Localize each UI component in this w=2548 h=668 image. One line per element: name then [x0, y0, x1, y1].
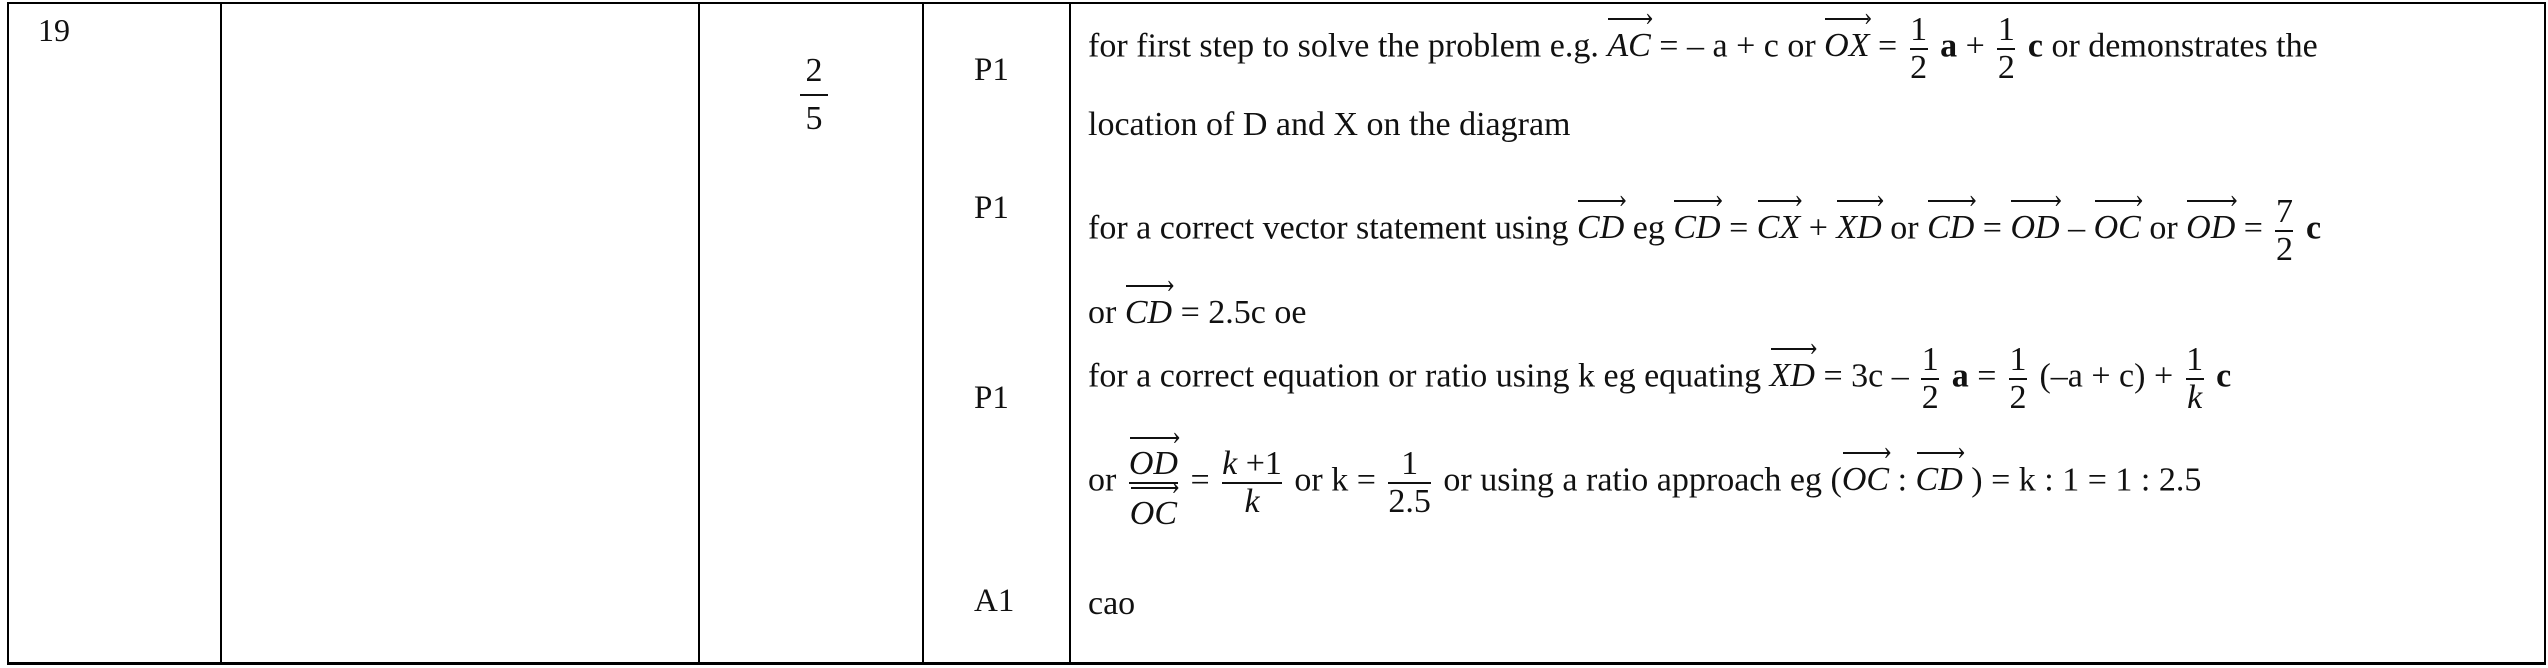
guidance-text: or: [1890, 209, 1919, 247]
fraction-half: $\frac{1}{2}$: [1910, 11, 1928, 86]
answer-denominator: 5: [805, 100, 823, 137]
column-divider: [220, 2, 222, 665]
vector-od: OD ›: [1129, 434, 1178, 482]
guidance-line-3: for a correct vector statement using CD › eg CD › = CX › + XD › or CD › = OD › – OC › or OD › = $\frac{7}{2}$ c: [1088, 194, 2321, 267]
fraction-half: $\frac{1}{2}$: [1921, 341, 1939, 416]
guidance-line-2: location of D and X on the diagram: [1088, 106, 1571, 143]
guidance-line-4: [1088, 282, 1306, 331]
guidance-text: or: [2149, 209, 2178, 247]
column-divider: [1069, 2, 1071, 665]
vector-cd: CD ›: [1916, 449, 1963, 498]
answer-fraction: [800, 54, 828, 136]
column-divider: [698, 2, 700, 665]
guidance-line-6: or $\frac{OD ›}{OC}$ › = $\frac{k +1}{k}$ or k = $\frac{1}{2.5}$ or using a ratio approach eg (OC › : CD › ) = k : 1 = 1 : 2.5: [1088, 434, 2201, 531]
vector-od: OD ›: [2010, 197, 2059, 246]
fraction-half: $\frac{1}{2}$: [2009, 341, 2027, 416]
fraction-od-over-oc: [1129, 434, 1178, 531]
guidance-text: = – a + c or: [1659, 27, 1816, 65]
fraction-one-over-k: $\frac{1}{k}$: [2186, 341, 2204, 416]
vector-cd: CD ›: [1125, 282, 1172, 331]
fraction-seven-halves: $\frac{7}{2}$: [2275, 193, 2293, 268]
table-border-right: [2544, 2, 2546, 665]
question-number: 19: [38, 12, 70, 48]
fraction-k-plus-one-over-k: $\frac{k +1}{k}$: [1222, 445, 1282, 520]
guidance-line-5: for a correct equation or ratio using k eg equating XD › = 3c – $\frac{1}{2}$ a = $\frac{1}{2}$ (–a + c) + $\frac{1}{k}$ c: [1088, 342, 2231, 415]
guidance-text: for a correct vector statement using: [1088, 209, 1569, 247]
guidance-text: eg: [1632, 209, 1665, 247]
answer-numerator: 2: [805, 52, 823, 89]
guidance-text: ) = k : 1 = 1 : 2.5: [1971, 461, 2202, 499]
vector-ox: OX ›: [1824, 15, 1869, 64]
fraction-bar: [800, 94, 828, 96]
vector-xd: XD ›: [1836, 197, 1881, 246]
mark-code: A1: [974, 583, 1015, 619]
vector-ac: AC ›: [1607, 15, 1650, 64]
vector-xd: XD ›: [1770, 345, 1815, 394]
mark-code: P1: [974, 52, 1009, 88]
vector-cd: CD ›: [1673, 197, 1720, 246]
vector-cx: CX ›: [1757, 197, 1800, 246]
mark-code: P1: [974, 190, 1009, 226]
guidance-text: or: [1088, 294, 1117, 331]
guidance-text: = 3c –: [1823, 357, 1909, 395]
vector-cd: CD ›: [1927, 197, 1974, 246]
guidance-text: (–a + c) +: [2039, 357, 2174, 395]
vector-oc: OC ›: [1130, 484, 1177, 532]
vector-oc: OC ›: [2094, 197, 2141, 246]
guidance-text: or: [1088, 461, 1117, 499]
fraction-half: $\frac{1}{2}$: [1997, 11, 2015, 86]
table-border-top: [7, 2, 2546, 4]
guidance-line-cao: cao: [1088, 585, 1136, 622]
guidance-text: or k =: [1294, 461, 1376, 499]
mark-code: P1: [974, 380, 1009, 416]
column-divider: [922, 2, 924, 665]
table-border-bottom: [7, 662, 2546, 665]
table-border-left: [7, 2, 9, 665]
vector-oc: OC ›: [1842, 449, 1889, 498]
guidance-line-1: for first step to solve the problem e.g. AC › = – a + c or OX › = $\frac{1}{2}$ a + $\frac{1}{2}$ c or demonstrates the: [1088, 12, 2318, 85]
vector-cd: CD ›: [1577, 197, 1624, 246]
guidance-text: for a correct equation or ratio using k eg equating: [1088, 357, 1762, 395]
guidance-text: = 2.5c oe: [1180, 294, 1307, 331]
guidance-text: for first step to solve the problem e.g.: [1088, 27, 1599, 65]
fraction-one-over-two-point-five: $\frac{1}{2.5}$: [1388, 445, 1431, 520]
vector-od: OD ›: [2186, 197, 2235, 246]
guidance-text: or using a ratio approach eg: [1443, 461, 1822, 499]
guidance-text: or demonstrates the: [2051, 27, 2318, 65]
